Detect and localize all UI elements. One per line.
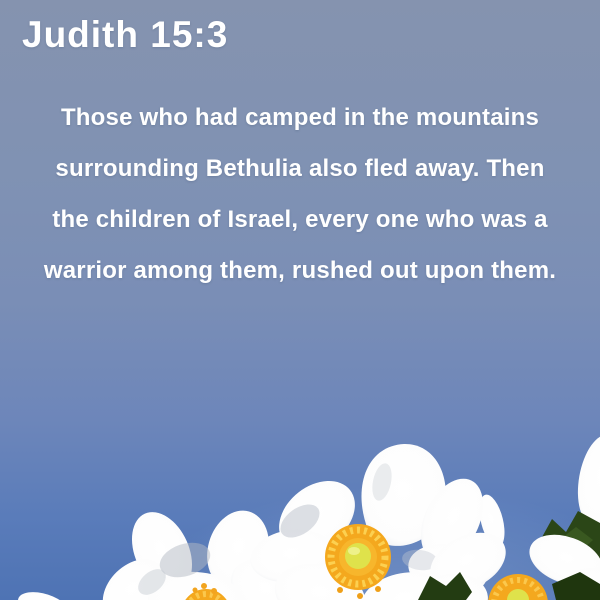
verse-line: warrior among them, rushed out upon them. bbox=[43, 257, 557, 284]
petal-bottom-left bbox=[14, 586, 73, 600]
verse-line: the children of Israel, every one who was a bbox=[52, 206, 548, 233]
verse-text bbox=[0, 92, 600, 296]
verse-reference: Judith 15:3 bbox=[22, 14, 229, 55]
verse-line: Those who had camped in the mountains bbox=[60, 104, 540, 131]
verse-line: surrounding Bethulia also fled away. Then bbox=[55, 155, 545, 182]
